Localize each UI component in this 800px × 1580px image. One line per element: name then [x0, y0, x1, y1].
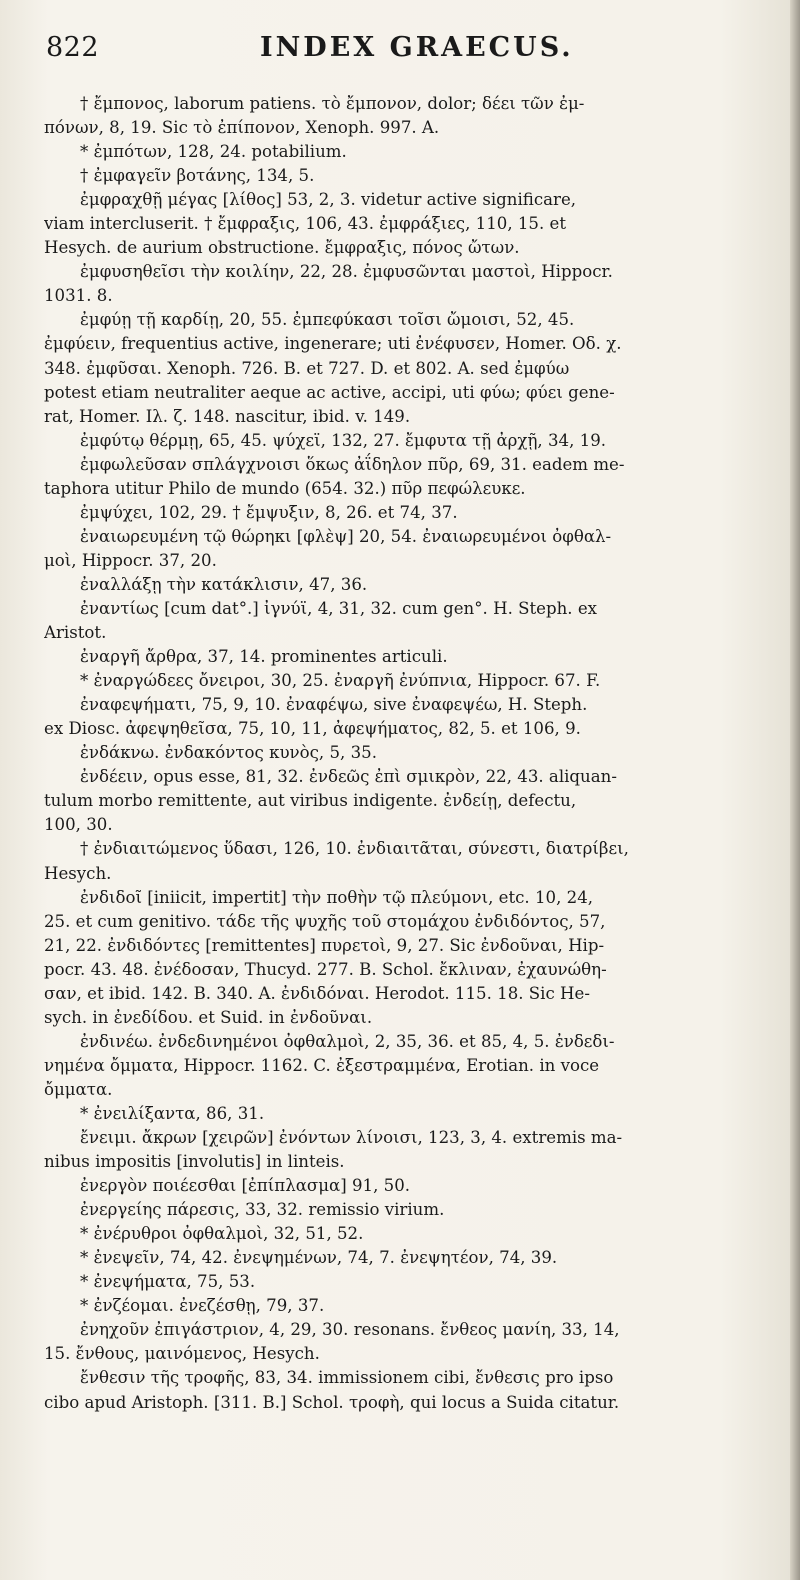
text-line: νημένα ὄμματα, Hippocr. 1162. C. ἐξεστραμμένα, Erotian. in voce	[44, 1055, 600, 1075]
text-line: 25. et cum genitivo. τάδε τῆς ψυχῆς τοῦ στομάχου ἐνδιδόντος, 57,	[44, 911, 606, 931]
text-line: ἐμφύειν, frequentius active, ingenerare; uti ἐνέφυσεν, Homer. Οδ. χ.	[44, 334, 622, 354]
text-line: † ἐμφαγεῖν βοτάνης, 134, 5.	[80, 166, 315, 186]
text-line: ἐμφωλεῦσαν σπλάγχνοισι ὅκως ἀΐδηλον πῦρ, 69, 31. eadem me-	[80, 454, 625, 474]
text-line: ἐμψύχει, 102, 29. † ἔμψυξιν, 8, 26. et 74, 37.	[80, 502, 458, 522]
text-line: ἐμφύῃ τῇ καρδίῃ, 20, 55. ἐμπεφύκασι τοῖσι ὤμοισι, 52, 45.	[80, 310, 575, 330]
text-line: taphora utitur Philo de mundo (654. 32.) πῦρ πεφώλευκε.	[44, 478, 526, 498]
text-line: 1031. 8.	[44, 286, 113, 306]
text-line: Aristot.	[44, 623, 107, 643]
text-line: tulum morbo remittente, aut viribus indigente. ἐνδείῃ, defectu,	[44, 791, 577, 811]
text-line: ἐναλλάξῃ τὴν κατάκλισιν, 47, 36.	[80, 574, 368, 594]
text-line: pocr. 43. 48. ἐνέδοσαν, Thucyd. 277. B. Schol. ἔκλιναν, ἐχαυνώθη-	[44, 959, 607, 979]
text-line: μοὶ, Hippocr. 37, 20.	[44, 550, 217, 570]
text-line: ἐνδάκνω. ἐνδακόντος κυνὸς, 5, 35.	[80, 743, 377, 763]
text-line: * ἐνέρυθροι ὀφθαλμοὶ, 32, 51, 52.	[80, 1224, 364, 1244]
text-line: cibo apud Aristoph. [311. B.] Schol. τροφὴ, qui locus a Suida citatur.	[44, 1392, 620, 1412]
text-line: ἐμφύτῳ θέρμῃ, 65, 45. ψύχεϊ, 132, 27. ἔμφυτα τῇ ἀρχῇ, 34, 19.	[80, 430, 607, 450]
index-text-body	[44, 92, 766, 1415]
text-line: * ἐνζέομαι. ἐνεζέσθῃ, 79, 37.	[80, 1296, 325, 1316]
page-binding-edge	[790, 0, 800, 1580]
text-line: ἐναργῆ ἄρθρα, 37, 14. prominentes articuli.	[80, 647, 448, 667]
text-line: ἐμφυσηθεῖσι τὴν κοιλίην, 22, 28. ἐμφυσῶνται μαστοὶ, Hippocr.	[80, 262, 613, 282]
text-line: ἐναιωρευμένη τῷ θώρηκι [φλὲψ] 20, 54. ἐναιωρευμένοι ὀφθαλ-	[80, 526, 612, 546]
text-line: ἔνθεσιν τῆς τροφῆς, 83, 34. immissionem cibi, ἔνθεσις pro ipso	[80, 1368, 614, 1388]
text-line: ἐνδιδοῖ [iniicit, impertit] τὴν ποθὴν τῷ πλεύμονι, etc. 10, 24,	[80, 887, 594, 907]
text-line: * ἐναργώδεες ὄνειροι, 30, 25. ἐναργῆ ἐνύπνια, Hippocr. 67. F.	[80, 671, 601, 691]
page-number: 822	[46, 32, 100, 63]
text-line: nibus impositis [involutis] in linteis.	[44, 1152, 345, 1172]
page-header	[46, 32, 746, 72]
text-line: sych. in ἐνεδίδου. et Suid. in ἐνδοῦναι.	[44, 1007, 373, 1027]
text-line: ἐνεργείης πάρεσις, 33, 32. remissio virium.	[80, 1200, 445, 1220]
text-line: † ἐνδιαιτώμενος ὕδασι, 126, 10. ἐνδιαιτᾶται, σύνεστι, διατρίβει,	[80, 839, 629, 859]
text-line: Hesych.	[44, 863, 112, 883]
text-line: Hesych. de aurium obstructione. ἔμφραξις, πόνος ὤτων.	[44, 238, 520, 258]
text-line: * ἐνεψήματα, 75, 53.	[80, 1272, 256, 1292]
text-line: rat, Homer. Ιλ. ζ. 148. nascitur, ibid. v. 149.	[44, 406, 411, 426]
text-line: ἐναντίως [cum dat°.] ἰγνύϊ, 4, 31, 32. cum gen°. H. Steph. ex	[80, 598, 598, 618]
text-line: ex Diosc. ἀφεψηθεῖσα, 75, 10, 11, ἀφεψήματος, 82, 5. et 106, 9.	[44, 719, 581, 739]
text-line: viam intercluserit. † ἔμφραξις, 106, 43. ἐμφράξιες, 110, 15. et	[44, 214, 567, 234]
text-line: ἐναφεψήματι, 75, 9, 10. ἐναφέψω, sive ἐναφεψέω, H. Steph.	[80, 695, 588, 715]
text-line: ἐνεργὸν ποιέεσθαι [ἐπίπλασμα] 91, 50.	[80, 1176, 411, 1196]
text-line: * ἐνειλίξαντα, 86, 31.	[80, 1103, 265, 1123]
text-line: σαν, et ibid. 142. B. 340. A. ἐνδιδόναι. Herodot. 115. 18. Sic He-	[44, 983, 590, 1003]
text-line: ἔνειμι. ἄκρων [χειρῶν] ἐνόντων λίνοισι, 123, 3, 4. extremis ma-	[80, 1128, 623, 1148]
text-line: ἐνδέειν, opus esse, 81, 32. ἐνδεῶς ἐπὶ σμικρὸν, 22, 43. aliquan-	[80, 767, 617, 787]
text-line: ἐνηχοῦν ἐπιγάστριον, 4, 29, 30. resonans. ἔνθεος μανίη, 33, 14,	[80, 1320, 620, 1340]
text-line: * ἐμπότων, 128, 24. potabilium.	[80, 142, 347, 162]
text-line: potest etiam neutraliter aeque ac active, accipi, uti φύω; φύει gene-	[44, 382, 615, 402]
text-line: 348. ἐμφῦσαι. Xenoph. 726. B. et 727. D. et 802. A. sed ἐμφύω	[44, 358, 570, 378]
running-head: INDEX GRAECUS.	[260, 32, 574, 63]
text-line: 21, 22. ἐνδιδόντες [remittentes] πυρετοὶ, 9, 27. Sic ἐνδοῦναι, Hip-	[44, 935, 605, 955]
text-line: * ἐνεψεῖν, 74, 42. ἐνεψημένων, 74, 7. ἐνεψητέον, 74, 39.	[80, 1248, 558, 1268]
text-line: ἐνδινέω. ἐνδεδινημένοι ὀφθαλμοὶ, 2, 35, 36. et 85, 4, 5. ἐνδεδι-	[80, 1031, 615, 1051]
text-line: † ἔμπονος, laborum patiens. τὸ ἔμπονον, dolor; δέει τῶν ἐμ-	[80, 94, 585, 113]
text-line: πόνων, 8, 19. Sic τὸ ἐπίπονον, Xenoph. 997. A.	[44, 118, 440, 138]
text-line: ὄμματα.	[44, 1079, 113, 1099]
text-line: 100, 30.	[44, 815, 113, 835]
text-line: ἐμφραχθῇ μέγας [λίθος] 53, 2, 3. videtur active significare,	[80, 190, 577, 210]
text-line: 15. ἔνθους, μαινόμενος, Hesych.	[44, 1344, 320, 1364]
